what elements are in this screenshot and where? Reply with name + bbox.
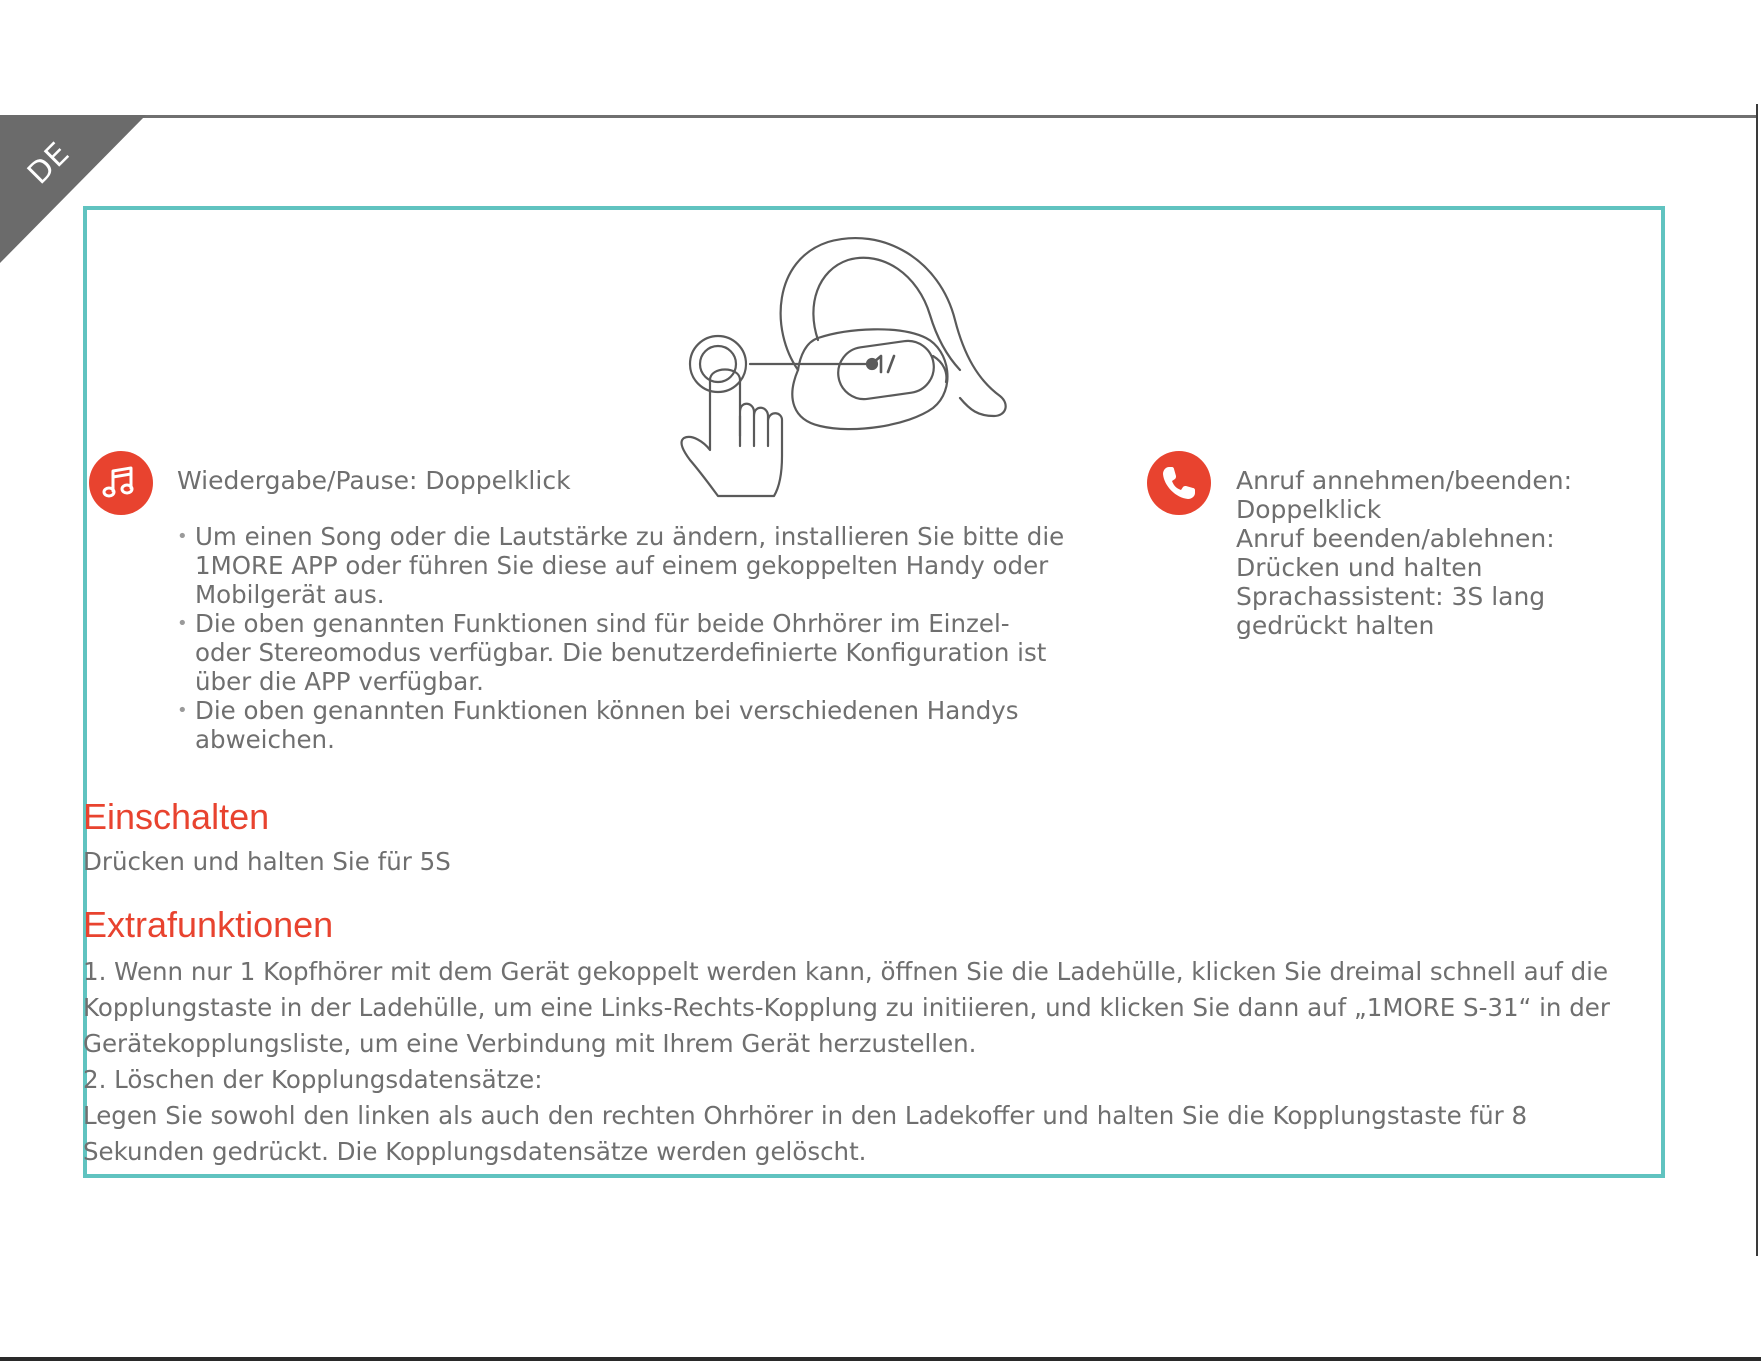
call-line: Sprachassistent: 3S lang [1236,582,1546,611]
bullet-marker: • [177,526,188,547]
music-note-icon [89,451,153,515]
language-tab-label: DE [21,135,77,192]
call-line: Anruf beenden/ablehnen: [1236,524,1555,553]
list-item [177,696,1107,754]
note-line: abweichen. [195,725,335,754]
list-item [177,609,1107,696]
extra-line: Kopplungstaste in der Ladehülle, um eine Links-Rechts-Kopplung zu initiieren, und klicken Sie dann auf „1MORE S-31“ in der [83,993,1610,1022]
call-line: gedrückt halten [1236,611,1435,640]
call-line: Drücken und halten [1236,553,1483,582]
right-rule [1756,104,1758,1256]
extra-heading: Extrafunktionen [83,904,334,945]
extra-line: Sekunden gedrückt. Die Kopplungsdatensätze werden gelöscht. [83,1137,867,1166]
earbud-illustration [678,220,1030,500]
note-line: 1MORE APP oder führen Sie diese auf einem gekoppelten Handy oder [195,551,1049,580]
notes-list [177,522,1107,754]
phone-icon [1147,451,1211,515]
bullet-marker: • [177,613,188,634]
list-item [177,522,1107,609]
extra-line: 2. Löschen der Kopplungsdatensätze: [83,1065,543,1094]
bullet-marker: • [177,700,188,721]
call-line: Doppelklick [1236,495,1382,524]
play-pause-label: Wiedergabe/Pause: Doppelklick [177,466,571,495]
note-line: Die oben genannten Funktionen sind für beide Ohrhörer im Einzel- [195,609,1010,638]
note-line: oder Stereomodus verfügbar. Die benutzerdefinierte Konfiguration ist [195,638,1047,667]
bottom-rule [0,1357,1761,1361]
top-rule [0,115,1756,118]
extra-line: 1. Wenn nur 1 Kopfhörer mit dem Gerät gekoppelt werden kann, öffnen Sie die Ladehülle, klicken Sie dreimal schnell auf die [83,957,1609,986]
note-line: Die oben genannten Funktionen können bei verschiedenen Handys [195,696,1019,725]
note-line: Um einen Song oder die Lautstärke zu ändern, installieren Sie bitte die [195,522,1065,551]
extra-text [83,954,1663,1170]
note-line: über die APP verfügbar. [195,667,484,696]
note-line: Mobilgerät aus. [195,580,385,609]
extra-line: Legen Sie sowohl den linken als auch den rechten Ohrhörer in den Ladekoffer und halten Sie die Kopplungstaste für 8 [83,1101,1528,1130]
call-controls [1236,466,1596,640]
call-line: Anruf annehmen/beenden: [1236,466,1573,495]
power-heading: Einschalten [83,796,270,837]
extra-line: Gerätekopplungsliste, um eine Verbindung mit Ihrem Gerät herzustellen. [83,1029,977,1058]
power-text: Drücken und halten Sie für 5S [83,847,451,876]
